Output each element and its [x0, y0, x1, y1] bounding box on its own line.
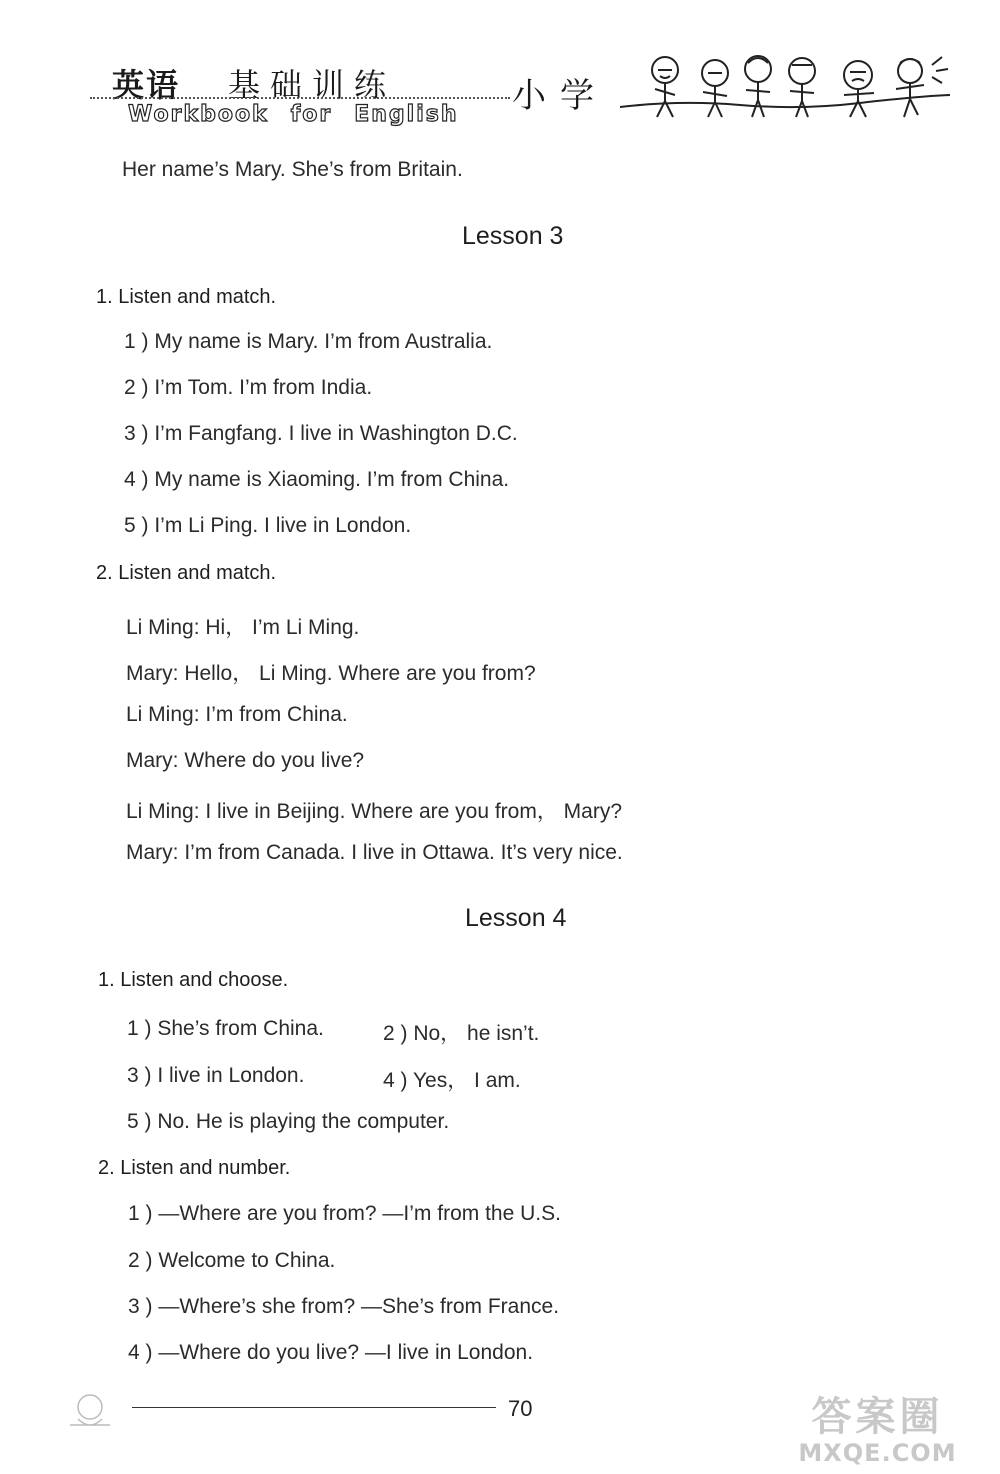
book-title-zh: 英语	[112, 66, 181, 104]
lesson-4-q2-heading: 2. Listen and number.	[98, 1157, 291, 1179]
l4-q2-item: 1 ) —Where are you from? —I’m from the U.S.	[128, 1202, 561, 1225]
lesson-3-q1-heading: 1. Listen and match.	[96, 286, 277, 308]
l4-q1-item: 5 ) No. He is playing the computer.	[127, 1110, 450, 1133]
l4-q2-item: 2 ) Welcome to China.	[128, 1249, 336, 1272]
lesson-3-q2-heading: 2. Listen and match.	[96, 562, 277, 584]
book-level: 小学	[512, 76, 608, 116]
subtitle-word: for	[290, 102, 333, 127]
l3-q1-item: 2 ) I’m Tom. I’m from India.	[124, 376, 373, 399]
l4-q1-item: 1 ) She’s from China.	[127, 1017, 324, 1040]
dialogue-line: Mary: Where do you live?	[126, 749, 365, 772]
site-watermark	[770, 1395, 985, 1467]
lesson-4-q1-heading: 1. Listen and choose.	[98, 969, 289, 991]
footer-divider	[132, 1407, 496, 1408]
book-series-zh: 基础训练	[228, 66, 397, 104]
book-title	[112, 60, 396, 106]
lesson-4-title: Lesson 4	[465, 904, 567, 932]
lesson-3-title: Lesson 3	[462, 222, 564, 250]
l3-q1-item: 1 ) My name is Mary. I’m from Australia.	[124, 330, 493, 353]
dialogue-line: Mary: I’m from Canada. I live in Ottawa. It’s very nice.	[126, 841, 623, 864]
watermark-text: 答案圈	[811, 1394, 944, 1440]
l3-q1-item: 3 ) I’m Fangfang. I live in Washington D.C.	[124, 422, 518, 445]
subtitle-word: Workbook	[128, 102, 269, 127]
watermark-url: MXQE.COM	[798, 1439, 957, 1467]
dialogue-line: Li Ming: Hi， I’m Li Ming.	[126, 616, 360, 639]
l4-q1-item: 2 ) No， he isn’t.	[383, 1022, 540, 1045]
l4-q1-item: 3 ) I live in London.	[127, 1064, 305, 1087]
dialogue-line: Mary: Hello， Li Ming. Where are you from?	[126, 662, 536, 685]
l4-q2-item: 3 ) —Where’s she from? —She’s from France.	[128, 1295, 560, 1318]
l4-q1-item: 4 ) Yes， I am.	[383, 1069, 521, 1092]
page-number: 70	[508, 1396, 533, 1421]
l3-q1-item: 5 ) I’m Li Ping. I live in London.	[124, 514, 412, 537]
header-divider	[90, 97, 510, 99]
intro-line: Her name’s Mary. She’s from Britain.	[122, 158, 463, 181]
subtitle-word: English	[354, 102, 459, 127]
dialogue-line: Li Ming: I’m from China.	[126, 703, 348, 726]
l4-q2-item: 4 ) —Where do you live? —I live in London.	[128, 1341, 534, 1364]
kids-illustration	[620, 45, 950, 125]
book-subtitle	[128, 102, 481, 127]
dialogue-line: Li Ming: I live in Beijing. Where are you from， Mary?	[126, 800, 623, 823]
footer-decoration	[60, 1385, 130, 1435]
l3-q1-item: 4 ) My name is Xiaoming. I’m from China.	[124, 468, 510, 491]
